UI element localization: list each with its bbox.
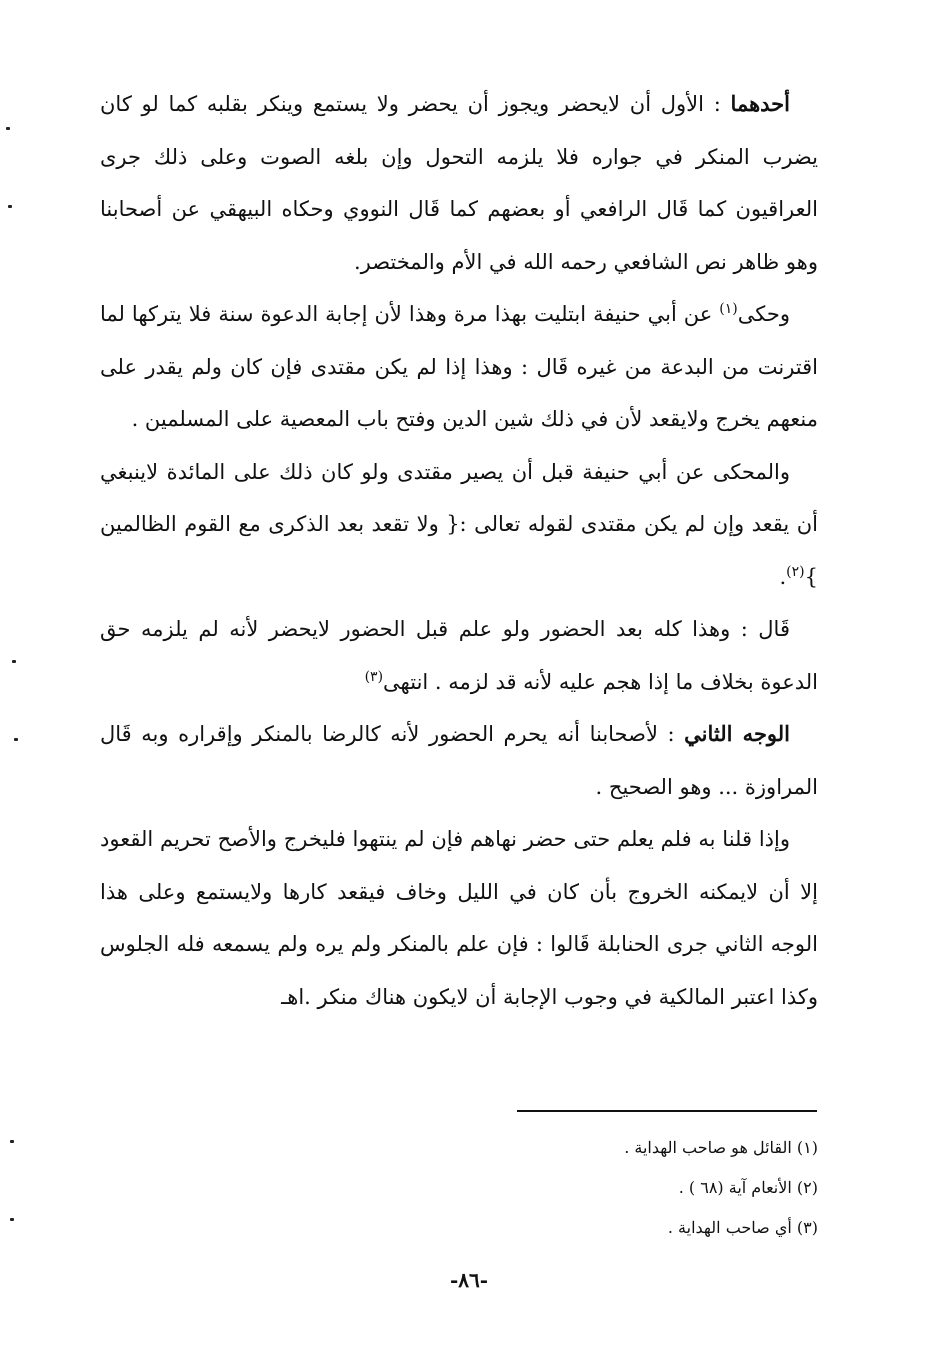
paragraph-text: : لأصحابنا أنه يحرم الحضور لأنه كالرضا بالمنكر وإقراره وبه قَال المراوزة ... وهو الصحيح .	[100, 722, 818, 799]
paragraph-5	[100, 708, 818, 813]
paragraph-3	[100, 446, 818, 604]
paragraph-text: قَال : وهذا كله بعد الحضور ولو علم قبل الحضور لايحضر لأنه لم يلزمه حق الدعوة بخلاف ما إذا هجم عليه لأنه قد لزمه . انتهى	[100, 617, 818, 694]
page-number: -٨٦-	[449, 1268, 489, 1292]
paragraph-4	[100, 603, 818, 708]
main-text	[100, 78, 818, 1023]
paragraph-1	[100, 78, 818, 288]
footnote-reference: (٢)	[786, 563, 805, 580]
paragraph-text: وإذا قلنا به فلم يعلم حتى حضر نهاهم فإن لم ينتهوا فليخرج والأصح تحريم القعود إلا أن لايمكنه الخروج بأن كان في الليل وخاف فيقعد كارها ولايستمع وعلى هذا الوجه الثاني جرى الحنابلة قَالوا : فإن علم بالمنكر ولم يره ولم يسمعه فله الجلوس وكذا اعتبر المالكية في وجوب الإجابة أن لايكون هناك منكر .اهـ	[100, 827, 818, 1009]
paragraph-text: : الأول أن لايحضر ويجوز أن يحضر ولا يستمع وينكر بقلبه كما لو كان يضرب المنكر في جواره فلا يلزمه التحول وإن بلغه الصوت وعلى ذلك جرى العراقيون كما قَال الرافعي أو بعضهم كما قَال النووي وحكاه البيهقي عن أصحابنا وهو ظاهر نص الشافعي رحمه الله في الأم والمختصر.	[100, 92, 818, 274]
paragraph-lead: أحدهما	[730, 91, 790, 116]
footnote-separator	[517, 1110, 817, 1112]
scan-speck	[10, 1218, 14, 1221]
paragraph-text: عن أبي حنيفة ابتليت بهذا مرة وهذا لأن إجابة الدعوة سنة فلا يتركها لما اقترنت من البدعة من غيره قَال : وهذا إذا لم يكن مقتدى فإن كان ولم يقدر على منعهم يخرج ولايقعد لأن في ذلك شين الدين وفتح باب المعصية على المسلمين .	[100, 302, 818, 431]
paragraph-text: والمحكى عن أبي حنيفة قبل أن يصير مقتدى ولو كان ذلك على المائدة لاينبغي أن يقعد وإن لم يكن مقتدى لقوله تعالى :{ ولا تقعد بعد الذكرى مع القوم الظالمين }	[100, 459, 818, 589]
footnote-1: (١) القائل هو صاحب الهداية .	[624, 1138, 818, 1157]
footnote-2: (٢) الأنعام آية (٦٨ ) .	[678, 1178, 818, 1197]
paragraph-2	[100, 288, 818, 446]
paragraph-text: وحكى	[737, 302, 790, 326]
footnote-reference: (١)	[719, 301, 738, 317]
scan-speck	[14, 738, 18, 741]
footnote-reference: (٣)	[364, 668, 384, 685]
scan-speck	[8, 205, 12, 208]
scan-speck	[10, 1140, 14, 1143]
scan-speck	[12, 660, 16, 663]
paragraph-lead: الوجه الثاني	[684, 721, 791, 746]
scan-speck	[6, 127, 10, 130]
footnote-3: (٣) أي صاحب الهداية .	[667, 1218, 818, 1237]
paragraph-text: .	[779, 564, 787, 589]
paragraph-6	[100, 813, 818, 1023]
footnotes	[300, 1128, 818, 1248]
